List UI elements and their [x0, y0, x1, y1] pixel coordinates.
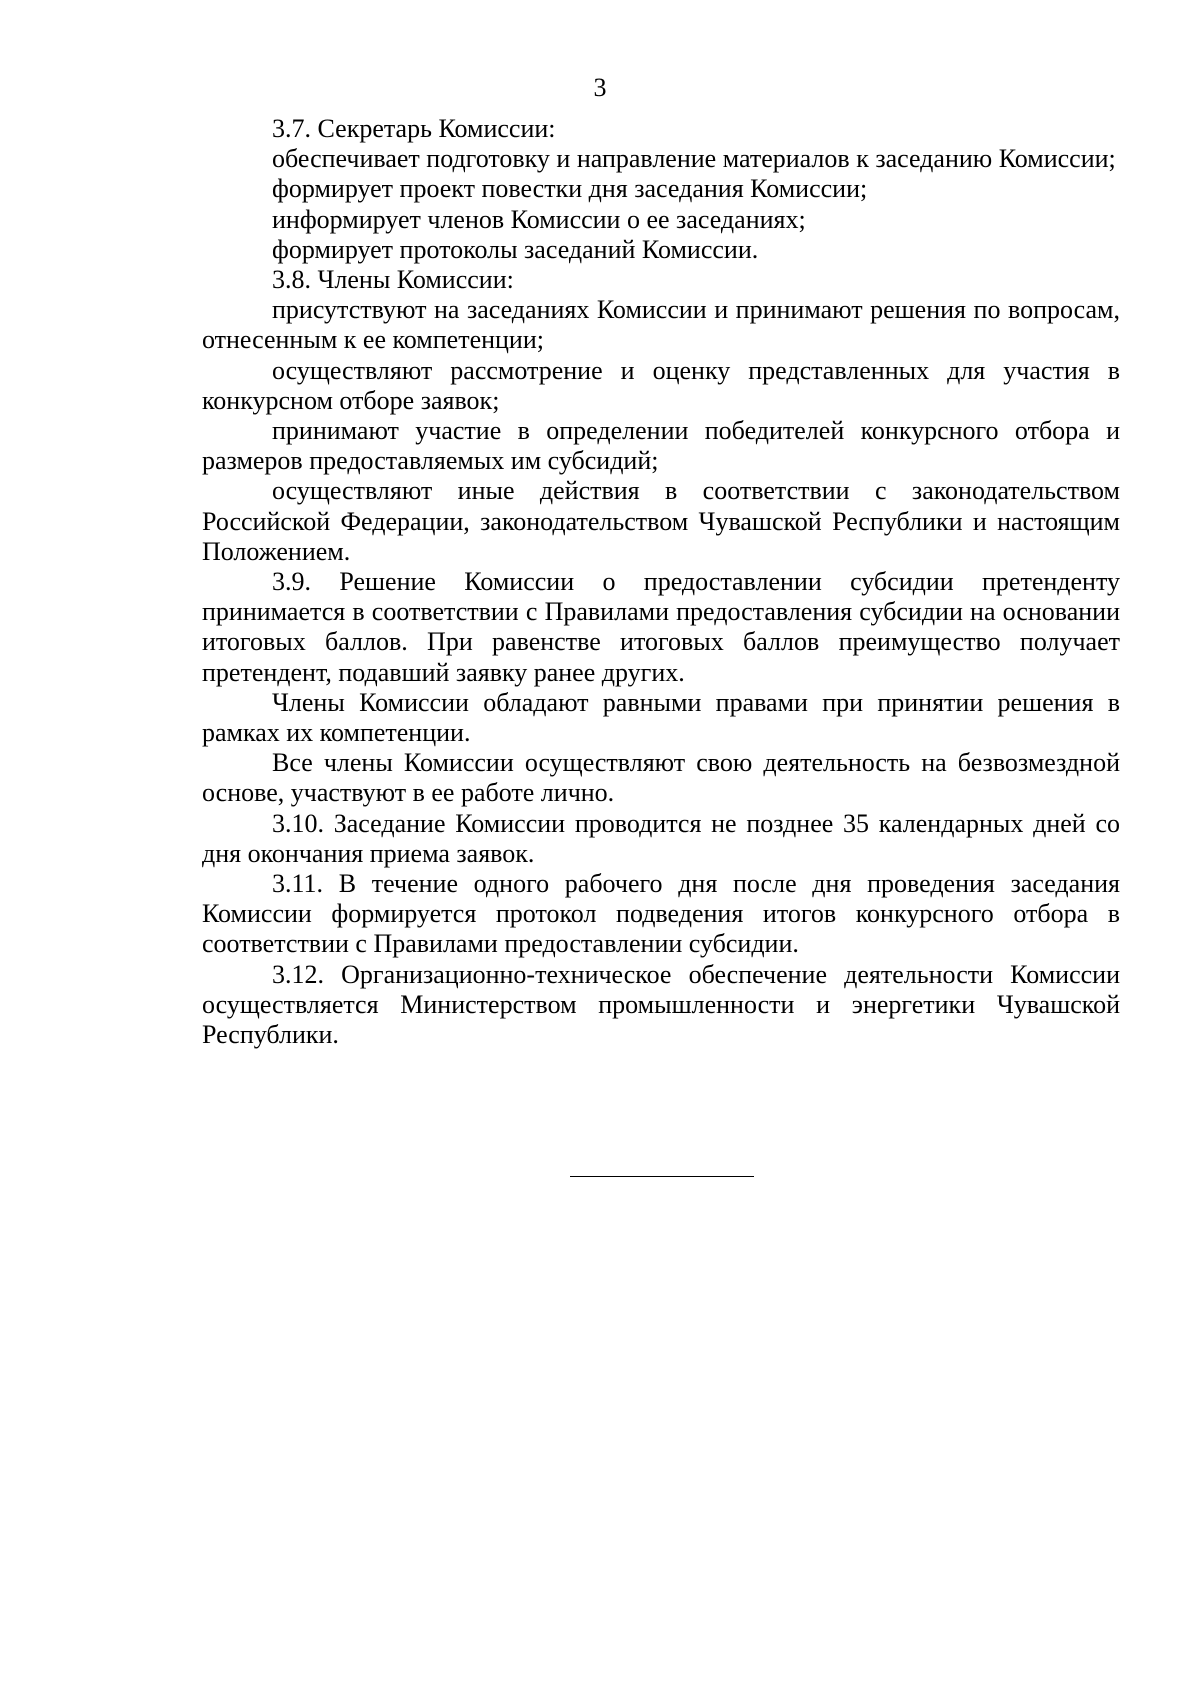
paragraph-3-10: 3.10. Заседание Комиссии проводится не позднее 35 календарных дней со дня окончания приема заявок.: [202, 808, 1120, 868]
paragraph-member-duty-3: принимают участие в определении победителей конкурсного отбора и размеров предоставляемых им субсидий;: [202, 416, 1120, 476]
paragraph-member-duty-4: осуществляют иные действия в соответствии с законодательством Российской Федерации, законодательством Чувашской Республики и настоящим Положением.: [202, 476, 1120, 566]
page-number: 3: [593, 73, 607, 102]
paragraph-equal-rights: Члены Комиссии обладают равными правами при принятии решения в рамках их компетенции.: [202, 687, 1120, 748]
paragraph-3-8-heading: 3.8. Члены Комиссии:: [272, 265, 514, 295]
paragraph-3-12: 3.12. Организационно-техническое обеспечение деятельности Комиссии осуществляется Министерством промышленности и энергетики Чувашской Республики.: [202, 959, 1120, 1050]
paragraph-secretary-duty-3: информирует членов Комиссии о ее заседаниях;: [272, 204, 806, 234]
end-of-document-rule: [570, 1176, 754, 1177]
document-body: [202, 114, 1120, 1050]
paragraph-secretary-duty-2: формирует проект повестки дня заседания Комиссии;: [272, 174, 868, 204]
paragraph-member-duty-1: присутствуют на заседаниях Комиссии и принимают решения по вопросам, отнесенным к ее компетенции;: [202, 295, 1120, 355]
paragraph-secretary-duty-1: обеспечивает подготовку и направление материалов к заседанию Комиссии;: [272, 144, 1116, 174]
paragraph-3-7-heading: 3.7. Секретарь Комиссии:: [272, 114, 556, 143]
paragraph-free-of-charge: Все члены Комиссии осуществляют свою деятельность на безвозмездной основе, участвуют в ее работе лично.: [202, 748, 1120, 808]
paragraph-member-duty-2: осуществляют рассмотрение и оценку представленных для участия в конкурсном отборе заявок;: [202, 355, 1120, 415]
paragraph-3-11: 3.11. В течение одного рабочего дня после дня проведения заседания Комиссии формируется протокол подведения итогов конкурсного отбора в соответствии с Правилами предоставлении субсидии.: [202, 869, 1120, 959]
paragraph-secretary-duty-4: формирует протоколы заседаний Комиссии.: [272, 234, 759, 264]
paragraph-3-9: 3.9. Решение Комиссии о предоставлении субсидии претенденту принимается в соответствии с Правилами предоставления субсидии на основании итоговых баллов. При равенстве итоговых баллов преимущество получает претендент, подавший заявку ранее других.: [202, 567, 1120, 687]
